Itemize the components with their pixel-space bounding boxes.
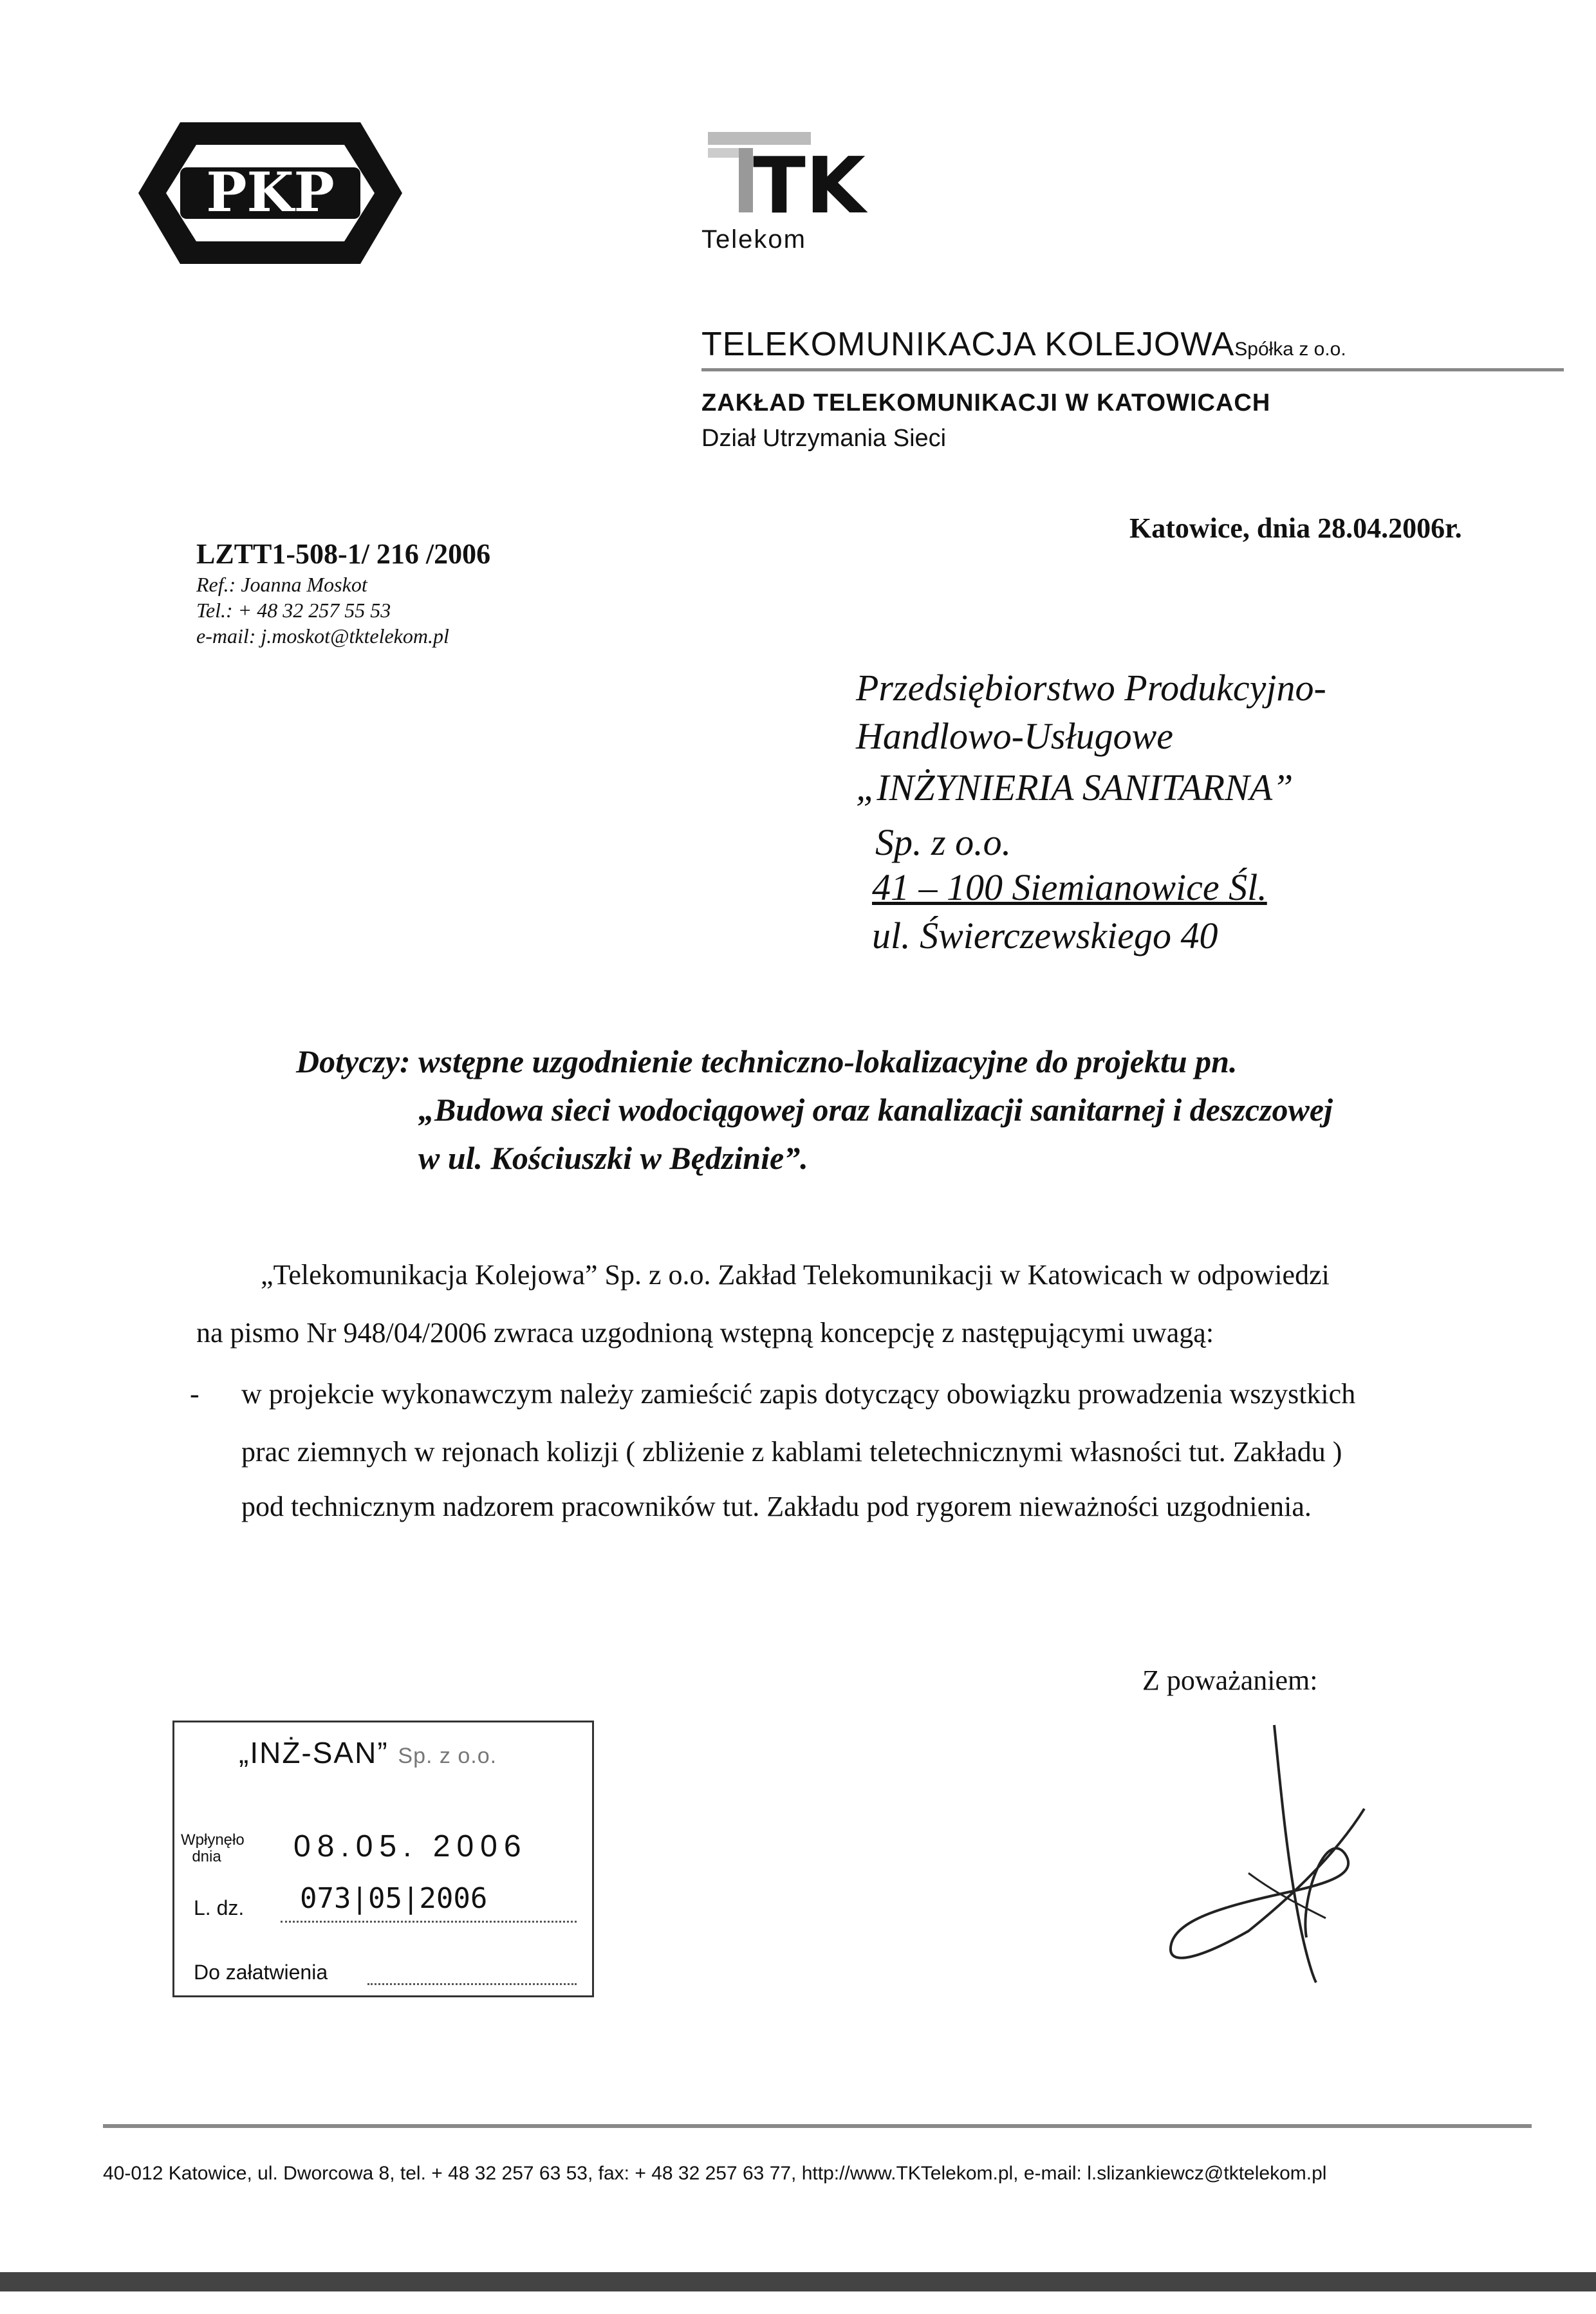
reference-tel: Tel.: + 48 32 257 55 53 (196, 599, 391, 622)
stamp-ld-label: L. dz. (194, 1896, 245, 1919)
reference-number: LZTT1-508-1/ 216 /2006 (196, 538, 491, 570)
division-name: ZAKŁAD TELEKOMUNIKACJI W KATOWICACH (701, 389, 1271, 416)
footer-divider (103, 2124, 1532, 2128)
pkp-logo (135, 116, 405, 270)
date-line: Katowice, dnia 28.04.2006r. (1129, 512, 1462, 544)
stamp-ld-value: 073|05|2006 (300, 1882, 488, 1915)
pkp-logo-text: PKP (206, 160, 335, 224)
company-name (701, 325, 1346, 364)
stamp-title-suffix: Sp. z o.o. (398, 1744, 497, 1768)
reference-person: Ref.: Joanna Moskot (196, 573, 367, 596)
body-line: „Telekomunikacja Kolejowa” Sp. z o.o. Zakład Telekomunikacji w Katowicach w odpowiedzi (261, 1259, 1330, 1291)
tk-telekom-label: Telekom (701, 225, 806, 254)
signature (1152, 1712, 1396, 1995)
bullet-line: pod technicznym nadzorem pracowników tut. Zakładu pod rygorem nieważności uzgodnienia. (241, 1491, 1312, 1522)
recipient-line: Przedsiębiorstwo Produkcyjno- (856, 667, 1326, 709)
reference-email: e-mail: j.moskot@tktelekom.pl (196, 624, 449, 648)
recipient-line: Sp. z o.o. (875, 821, 1012, 863)
bullet-line: w projekcie wykonawczym należy zamieścić zapis dotyczący obowiązku prowadzenia wszystkich (241, 1378, 1356, 1410)
recipient-line: „INŻYNIERIA SANITARNA” (856, 767, 1294, 808)
tk-logo-text: TK (753, 142, 866, 231)
header-divider (701, 368, 1564, 371)
footer-contact: 40-012 Katowice, ul. Dworcowa 8, tel. + 48 32 257 63 53, fax: + 48 32 257 63 77, http://www.TKTelekom.pl, e-mail: l.slizankiewcz@tktelekom.pl (103, 2163, 1327, 2184)
received-stamp (172, 1721, 594, 1997)
subject-line: „Budowa sieci wodociągowej oraz kanalizacji sanitarnej i deszczowej (418, 1092, 1333, 1128)
closing: Z poważaniem: (1142, 1665, 1318, 1696)
recipient-line: 41 – 100 Siemianowice Śl. (872, 866, 1267, 908)
stamp-title (239, 1735, 497, 1770)
company-suffix: Spółka z o.o. (1234, 339, 1346, 360)
bullet-line: prac ziemnych w rejonach kolizji ( zbliżenie z kablami teletechnicznymi własności tut. Zakładu ) (241, 1436, 1342, 1468)
body-line: na pismo Nr 948/04/2006 zwraca uzgodnioną wstępną koncepcję z następującymi uwagą: (196, 1317, 1214, 1348)
stamp-received-date: 08.05. 2006 (293, 1829, 528, 1863)
stamp-title-main: „INŻ-SAN” (239, 1736, 389, 1769)
recipient-line: Handlowo-Usługowe (856, 715, 1173, 757)
subject-line: w ul. Kościuszki w Będzinie”. (418, 1140, 808, 1176)
recipient-line: ul. Świerczewskiego 40 (872, 915, 1218, 956)
stamp-done-label: Do załatwienia (194, 1961, 328, 1984)
stamp-done-dotted-line (367, 1970, 577, 1985)
department-name: Dział Utrzymania Sieci (701, 425, 947, 452)
scan-edge-bar (0, 2272, 1596, 2291)
bullet-dash: - (190, 1378, 200, 1410)
subject-line: Dotyczy: wstępne uzgodnienie techniczno-lokalizacyjne do projektu pn. (296, 1043, 1238, 1079)
stamp-received-label: Wpłynęło dnia (181, 1831, 245, 1865)
company-name-main: TELEKOMUNIKACJA KOLEJOWA (701, 326, 1235, 363)
